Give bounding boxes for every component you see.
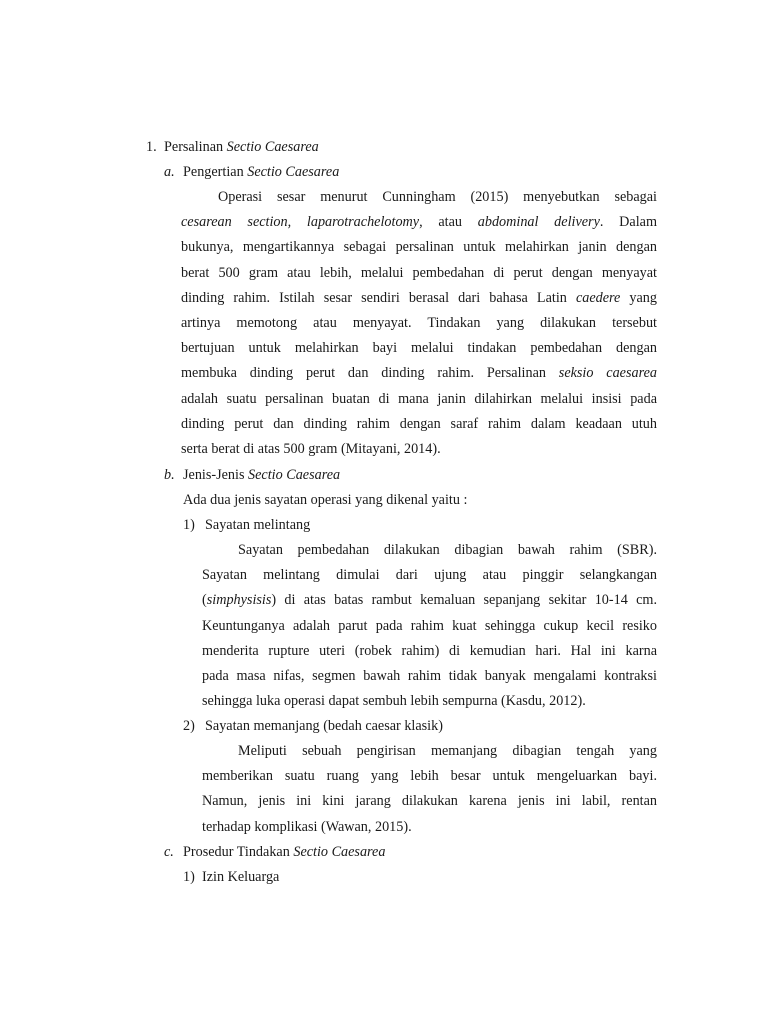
italic-term: simphysisis: [206, 592, 272, 609]
subsection-b-title-italic: Sectio Caesarea: [248, 467, 341, 483]
subsection-c-marker: c.: [164, 844, 174, 860]
text-run: bertujuan untuk melahirkan bayi melalui tindakan pembedahan dengan: [181, 340, 657, 357]
text-run: . Dalam: [599, 214, 657, 231]
section-title-prefix: Persalinan: [164, 139, 227, 155]
paragraph-line: [181, 339, 657, 364]
subsection-b-intro: Ada dua jenis sayatan operasi yang dikenal yaitu :: [183, 492, 468, 508]
subsection-a-heading: [164, 163, 339, 181]
subsection-a-title-italic: Sectio Caesarea: [247, 164, 340, 180]
text-run: pada masa nifas, segmen bawah rahim tidak banyak mengalami kontraksi: [202, 667, 657, 684]
text-run: memberikan suatu ruang yang lebih besar untuk mengeluarkan bayi.: [202, 768, 657, 785]
text-run: berat 500 gram atau lebih, melalui pembedahan di perut dengan menyayat: [181, 264, 657, 281]
text-run: membuka dinding perut dan dinding rahim. Persalinan: [181, 365, 559, 382]
text-run: Sayatan pembedahan dilakukan dibagian bawah rahim (SBR).: [238, 542, 657, 558]
paragraph-line: [202, 541, 657, 566]
text-run: , atau: [419, 214, 478, 231]
b-item1-marker: 1): [183, 517, 195, 533]
subsection-c-title-italic: Sectio Caesarea: [293, 844, 386, 860]
italic-term: abdominal delivery: [477, 214, 600, 231]
subsection-c-heading: [164, 843, 385, 861]
subsection-a-title-prefix: Pengertian: [183, 164, 248, 180]
italic-term: cesarean section, laparotrachelotomy: [181, 214, 420, 231]
paragraph-line: [181, 238, 657, 263]
subsection-c-title-prefix: Prosedur Tindakan: [183, 844, 294, 860]
paragraph-line: [181, 364, 657, 389]
paragraph-line: [181, 264, 657, 289]
paragraph-line: [202, 692, 657, 717]
text-run: dinding perut dan dinding rahim dengan saraf rahim dalam keadaan utuh: [181, 415, 657, 432]
section-number: 1.: [146, 139, 157, 155]
paragraph-line: [181, 289, 657, 314]
b-item1-paragraph: [202, 541, 657, 717]
subsection-b-title-prefix: Jenis-Jenis: [183, 467, 249, 483]
paragraph-line: [181, 415, 657, 440]
b-item1-heading: [183, 516, 310, 534]
text-run: artinya memotong atau menyayat. Tindakan yang dilakukan tersebut: [181, 314, 657, 331]
paragraph-line: [202, 566, 657, 591]
text-run: sehingga luka operasi dapat sembuh lebih sempurna (Kasdu, 2012).: [202, 693, 586, 710]
text-run: Keuntunganya adalah parut pada rahim kuat sehingga cukup kecil resiko: [202, 617, 657, 634]
paragraph-line: [202, 591, 657, 616]
paragraph-line: [202, 742, 657, 767]
text-run: Meliputi sebuah pengirisan memanjang dibagian tengah yang: [238, 743, 657, 759]
italic-term: seksio caesarea: [558, 365, 657, 382]
text-run: Operasi sesar menurut Cunningham (2015) menyebutkan sebagai: [218, 189, 657, 205]
paragraph-line: [181, 314, 657, 339]
text-run: (: [202, 592, 207, 609]
b-item2-marker: 2): [183, 718, 195, 734]
text-run: Namun, jenis ini kini jarang dilakukan karena jenis ini labil, rentan: [202, 793, 657, 810]
text-run: Sayatan melintang dimulai dari ujung atau pinggir selangkangan: [202, 567, 657, 584]
paragraph-line: [202, 642, 657, 667]
subsection-b-marker: b.: [164, 467, 175, 483]
text-run: bukunya, mengartikannya sebagai persalinan untuk melahirkan janin dengan: [181, 239, 657, 256]
text-run: serta berat di atas 500 gram (Mitayani, 2014).: [181, 440, 441, 457]
b-item2-paragraph: [202, 742, 657, 843]
text-run: yang: [620, 289, 657, 306]
text-run: adalah suatu persalinan buatan di mana janin dilahirkan melalui insisi pada: [181, 390, 657, 407]
subsection-a-marker: a.: [164, 164, 175, 180]
section-title-italic: Sectio Caesarea: [226, 139, 319, 155]
paragraph-line: [181, 188, 657, 213]
italic-term: caedere: [575, 289, 621, 306]
text-run: dinding rahim. Istilah sesar sendiri berasal dari bahasa Latin: [181, 289, 576, 306]
c-item1-title: Izin Keluarga: [202, 869, 280, 885]
c-item1-marker: 1): [183, 869, 195, 885]
paragraph-line: [202, 792, 657, 817]
paragraph-line: [202, 667, 657, 692]
subsection-b-heading: [164, 466, 340, 484]
subsection-a-paragraph: [181, 188, 657, 465]
paragraph-line: [202, 767, 657, 792]
text-run: menderita rupture uteri (robek rahim) di kemudian hari. Hal ini karna: [202, 642, 657, 659]
paragraph-line: [181, 390, 657, 415]
b-item2-title: Sayatan memanjang (bedah caesar klasik): [205, 718, 443, 734]
text-run: ) di atas batas rambut kemaluan sepanjang sekitar 10-14 cm.: [271, 592, 657, 609]
c-item1-heading: [183, 868, 279, 886]
text-run: terhadap komplikasi (Wawan, 2015).: [202, 818, 412, 835]
b-item1-title: Sayatan melintang: [205, 517, 311, 533]
section-heading: [146, 138, 319, 156]
paragraph-line: [202, 818, 657, 843]
paragraph-line: [181, 213, 657, 238]
b-item2-heading: [183, 717, 443, 735]
paragraph-line: [181, 440, 657, 465]
paragraph-line: [202, 617, 657, 642]
